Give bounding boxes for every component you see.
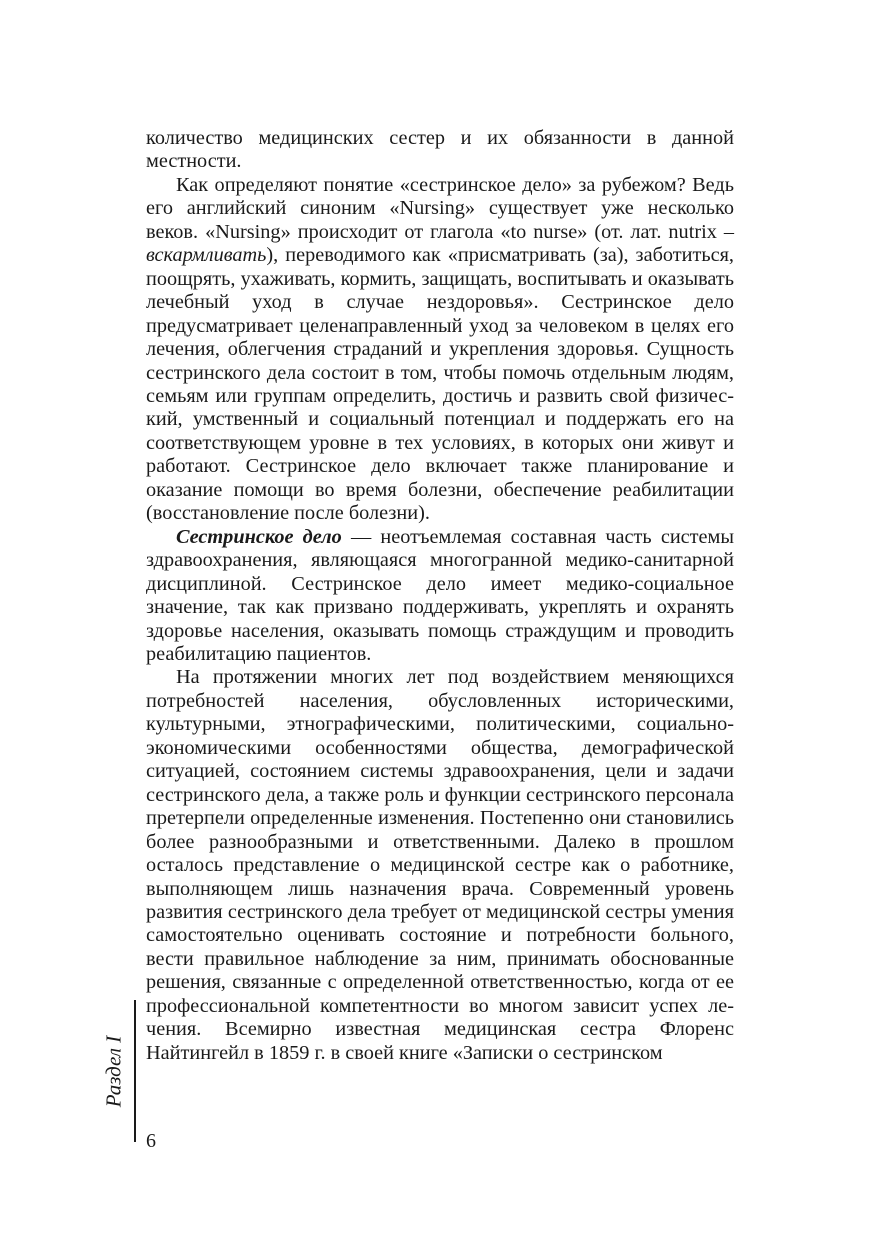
body-text — [146, 127, 734, 1065]
page-number: 6 — [146, 1130, 156, 1152]
paragraph-4-text: На протяжении многих лет под воздействием меняющихся потребностей населения, обусловленных историческими, культурными, этнографическими, политическими, социально-экономическими особенностями общества, демографической ситуацией, состоянием системы здравоохранения, цели и задачи сестринского дела, а также роль и функции сестринского персонала претерпели определенные изменения. Постепенно они становились более разнообразными и ответственными. Далеко в прошлом осталось представление о медицинской сестре как о работнике, выполняющем лишь назначения врача. Современный уровень развития сестринского дела требует от медицинской сестры умения самостоятельно оценивать состояние и потребности больного, вести правильное наблюдение за ним, принимать обоснованные решения, связанные с определенной ответственностью, когда от ее профессиональной компетентности во многом зависит успех лечения. Всемирно известная медицинская сестра Флоренс Найтингейл в 1859 г. в своей книге «Записки о сестринском — [146, 666, 734, 1064]
paragraph-2-text-before: Как определяют понятие «сестринское дело» за рубежом? Ведь его английский синоним «Nursing» существует уже несколько веков. «Nursing» происходит от глагола «to nurse» (от. лат. nutrix – — [146, 173, 734, 243]
section-label-wrap — [101, 1000, 127, 1142]
paragraph-2-text-after: ), переводимого как «присматривать (за), заботиться, поощрять, ухаживать, кормить, защищать, воспитывать и оказывать лечебный уход в случае нездоровья». Сестринское дело предусматривает целенаправленный уход за человеком в целях его лечения, облегчения страданий и укрепления здоровья. Сущность сестринского дела состоит в том, чтобы помочь отдельным людям, семьям или группам определить, достичь и развить свой физический, умственный и социальный потенциал и поддержать его на соответствующем уровне в тех условиях, в которых они живут и работают. Сестринское дело включает также планирование и оказание помощи во время болезни, обеспечение реабилитации (восстановление после болезни). — [146, 244, 734, 525]
paragraph-3-text: — неотъемлемая составная часть системы здравоохранения, являющаяся многогранной медико-санитарной дисциплиной. Сестринское дело имеет медико-социальное значение, так как призвано поддерживать, укреплять и охранять здоровье населения, оказывать помощь страждущим и проводить реабилитацию пациентов. — [146, 525, 735, 665]
section-marker — [101, 1000, 137, 1142]
section-label: Раздел I — [101, 1035, 126, 1107]
paragraph-3 — [146, 526, 734, 667]
section-rule — [134, 1000, 136, 1142]
paragraph-4 — [146, 666, 734, 1065]
paragraph-1-text: количество медицинских сестер и их обязанности в данной местности. — [146, 127, 734, 173]
paragraph-2-italic-term: вскармливать — [146, 244, 267, 267]
paragraph-2 — [146, 174, 734, 526]
definition-term: Сестринское дело — [176, 525, 342, 548]
paragraph-1 — [146, 127, 734, 174]
